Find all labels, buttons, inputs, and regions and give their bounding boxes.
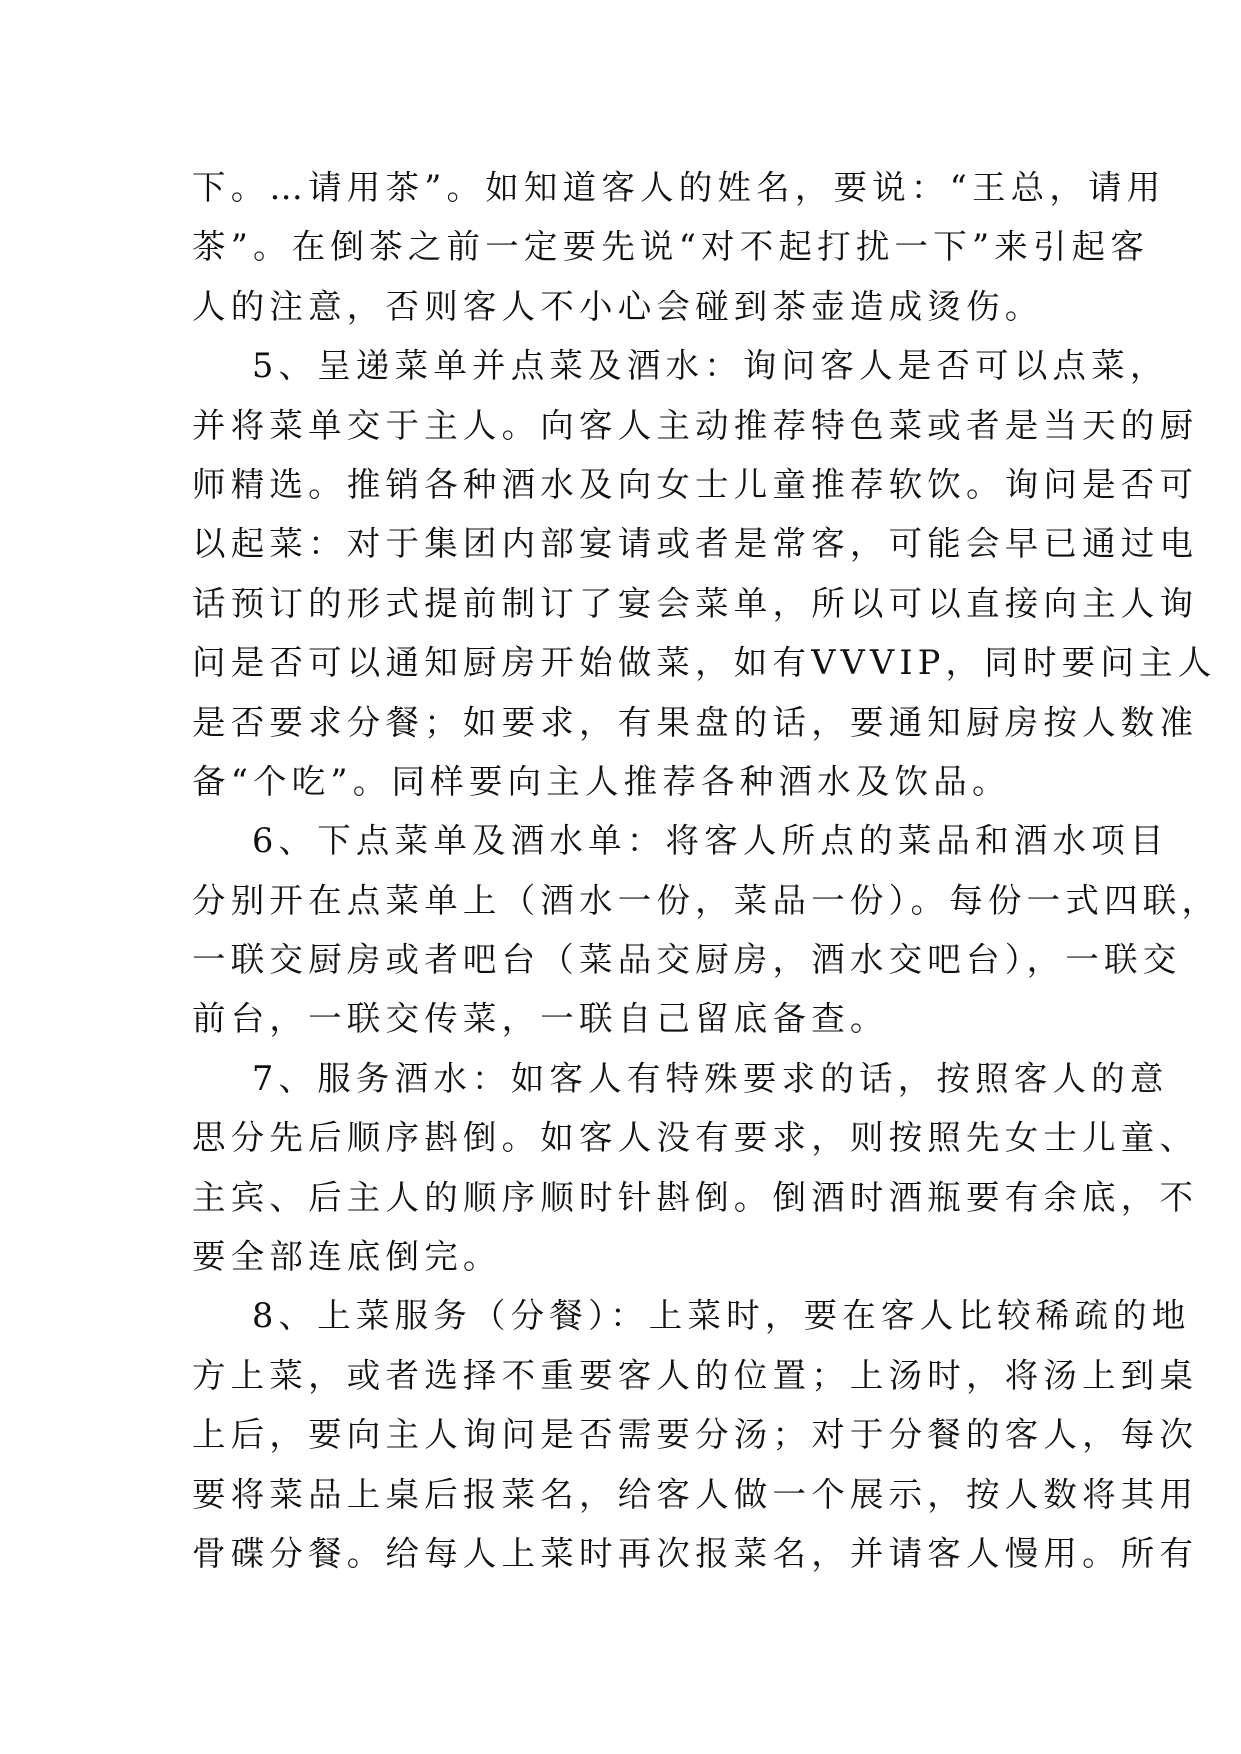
text-line: 下。…请用茶”。如知道客人的姓名，要说：“王总，请用 — [192, 168, 1166, 207]
document-body — [192, 158, 1221, 1583]
text-line: 备“个吃”。同样要向主人推荐各种酒水及饮品。 — [192, 761, 1011, 801]
text-line: 是否要求分餐；如要求，有果盘的话，要通知厨房按人数准 — [192, 702, 1199, 742]
paragraph-7-heading-line: 7、服务酒水：如客人有特殊要求的话，按照客人的意 — [252, 1058, 1169, 1098]
paragraph-8-heading-line: 8、上菜服务（分餐）：上菜时，要在客人比较稀疏的地 — [252, 1296, 1191, 1336]
text-line: 要全部连底倒完。 — [192, 1237, 502, 1277]
text-line: 师精选。推销各种酒水及向女士儿童推荐软饮。询问是否可 — [192, 464, 1199, 504]
paragraph-6-heading-line: 6、下点菜单及酒水单：将客人所点的菜品和酒水项目 — [252, 821, 1169, 861]
text-line: 并将菜单交于主人。向客人主动推荐特色菜或者是当天的厨 — [192, 405, 1199, 445]
text-line: 主宾、后主人的顺序顺时针斟倒。倒酒时酒瓶要有余底，不 — [192, 1177, 1199, 1217]
text-line: 问是否可以通知厨房开始做菜，如有VVVIP，同时要问主人 — [192, 643, 1217, 683]
text-line: 要将菜品上桌后报菜名，给客人做一个展示，按人数将其用 — [192, 1474, 1199, 1514]
text-line: 思分先后顺序斟倒。如客人没有要求，则按照先女士儿童、 — [192, 1118, 1199, 1158]
text-line: 方上菜，或者选择不重要客人的位置；上汤时，将汤上到桌 — [192, 1355, 1199, 1395]
text-line: 话预订的形式提前制订了宴会菜单，所以可以直接向主人询 — [192, 583, 1199, 623]
text-line: 以起菜：对于集团内部宴请或者是常客，可能会早已通过电 — [192, 524, 1199, 564]
text-line: 前台，一联交传菜，一联自己留底备查。 — [192, 999, 889, 1039]
text-line: 人的注意，否则客人不小心会碰到茶壶造成烫伤。 — [192, 286, 1044, 326]
text-line: 一联交厨房或者吧台（菜品交厨房，酒水交吧台），一联交 — [192, 940, 1182, 980]
text-line: 茶”。在倒茶之前一定要先说“对不起打扰一下”来引起客 — [192, 227, 1150, 267]
paragraph-5-heading-line: 5、呈递菜单并点菜及酒水：询问客人是否可以点菜， — [252, 346, 1169, 386]
text-line: 上后，要向主人询问是否需要分汤；对于分餐的客人，每次 — [192, 1415, 1199, 1455]
text-line: 分别开在点菜单上（酒水一份，菜品一份）。每份一式四联， — [192, 880, 1221, 920]
text-line: 骨碟分餐。给每人上菜时再次报菜名，并请客人慢用。所有 — [192, 1533, 1199, 1573]
